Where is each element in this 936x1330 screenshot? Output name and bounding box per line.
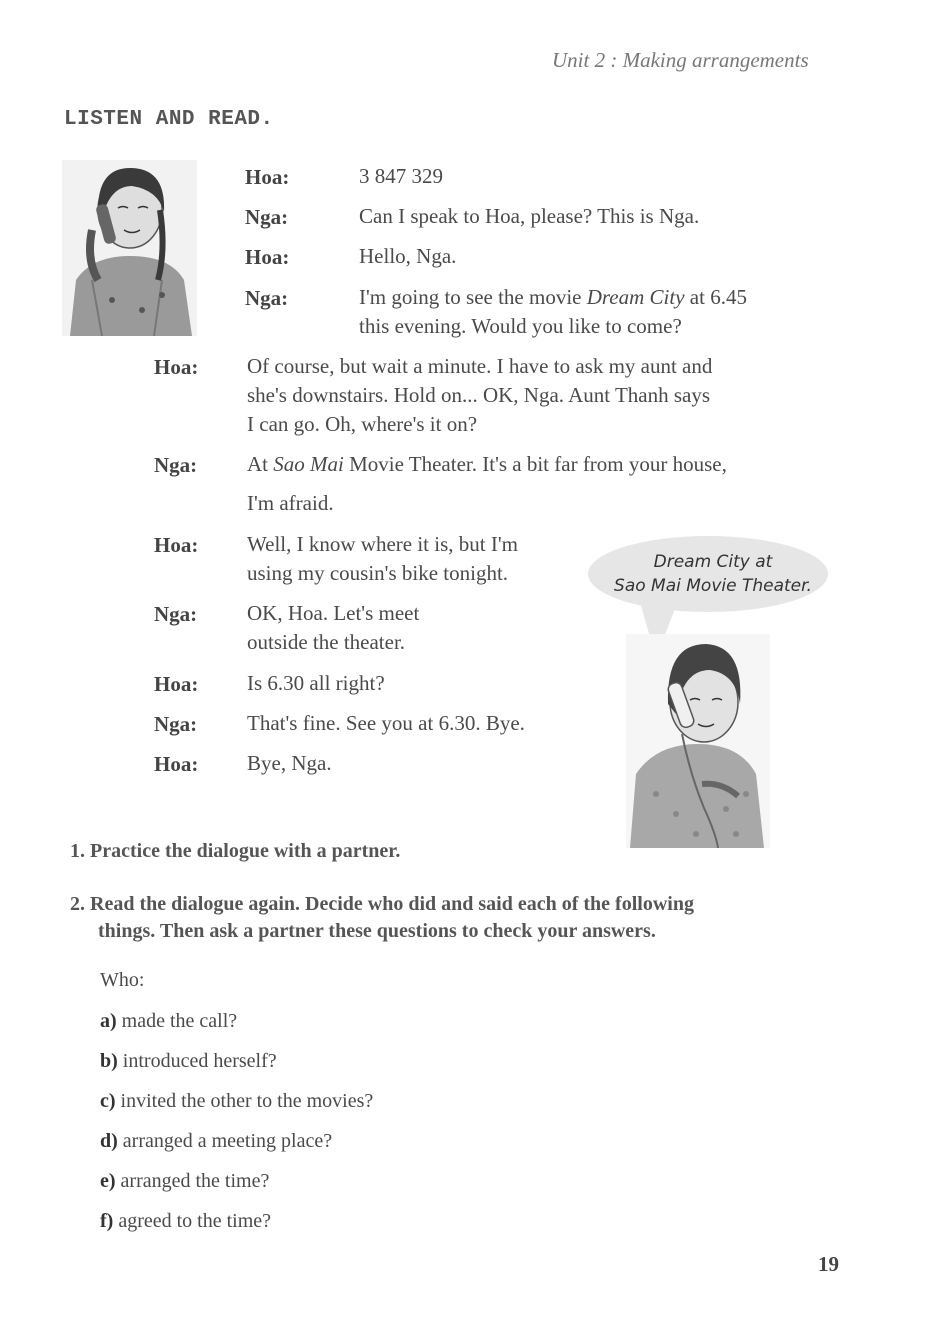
nga-phone-illustration — [626, 634, 770, 848]
page-number: 19 — [818, 1252, 839, 1276]
unit-title: Unit 2 : Making arrangements — [552, 48, 809, 72]
question-item: b) introduced herself? — [100, 1050, 277, 1072]
speaker-label: Hoa: — [154, 355, 199, 379]
speaker-label: Nga: — [154, 712, 198, 736]
speaker-label: Nga: — [154, 453, 198, 477]
dialogue-line: That's fine. See you at 6.30. Bye. — [247, 711, 525, 735]
dialogue-line: I'm afraid. — [247, 491, 334, 515]
question-lead: Who: — [100, 969, 145, 991]
dialogue-line: outside the theater. — [247, 630, 406, 654]
speaker-label: Hoa: — [154, 672, 199, 696]
task-1: 1. Practice the dialogue with a partner. — [70, 840, 401, 862]
speaker-label: Hoa: — [245, 165, 290, 189]
dialogue-line: she's downstairs. Hold on... OK, Nga. Aunt Thanh says — [247, 383, 711, 407]
dialogue-line: using my cousin's bike tonight. — [247, 561, 509, 585]
dialogue-line: Can I speak to Hoa, please? This is Nga. — [359, 204, 700, 228]
speaker-label: Nga: — [154, 602, 198, 626]
speaker-label: Hoa: — [154, 752, 199, 776]
speaker-label: Hoa: — [245, 245, 290, 269]
dialogue-line: this evening. Would you like to come? — [359, 314, 682, 338]
question-item: a) made the call? — [100, 1010, 238, 1032]
speech-bubble-text: Dream City at Sao Mai Movie Theater. — [614, 552, 812, 596]
dialogue-line: Of course, but wait a minute. I have to ask my aunt and — [247, 354, 713, 378]
dialogue-line: 3 847 329 — [359, 164, 443, 188]
dialogue-line: Is 6.30 all right? — [247, 671, 385, 695]
dialogue-line: Well, I know where it is, but I'm — [247, 532, 518, 556]
dialogue-line: OK, Hoa. Let's meet — [247, 601, 420, 625]
task-2-line-2: things. Then ask a partner these questions to check your answers. — [98, 920, 656, 942]
dialogue-line: I can go. Oh, where's it on? — [247, 412, 478, 436]
section-title: LISTEN AND READ. — [64, 108, 274, 131]
speaker-label: Hoa: — [154, 533, 199, 557]
dialogue-line: Hello, Nga. — [359, 244, 457, 268]
dialogue-line: Bye, Nga. — [247, 751, 332, 775]
question-item: e) arranged the time? — [100, 1170, 270, 1192]
speaker-label: Nga: — [245, 286, 289, 310]
hoa-phone-illustration — [62, 160, 197, 336]
question-item: d) arranged a meeting place? — [100, 1130, 333, 1152]
task-2-line-1: 2. Read the dialogue again. Decide who did and said each of the following — [70, 893, 694, 915]
dialogue-line: I'm going to see the movie Dream City at 6.45 — [359, 285, 747, 309]
question-item: c) invited the other to the movies? — [100, 1090, 374, 1112]
question-item: f) agreed to the time? — [100, 1210, 272, 1232]
speaker-label: Nga: — [245, 205, 289, 229]
dialogue-line: At Sao Mai Movie Theater. It's a bit far from your house, — [247, 452, 727, 476]
